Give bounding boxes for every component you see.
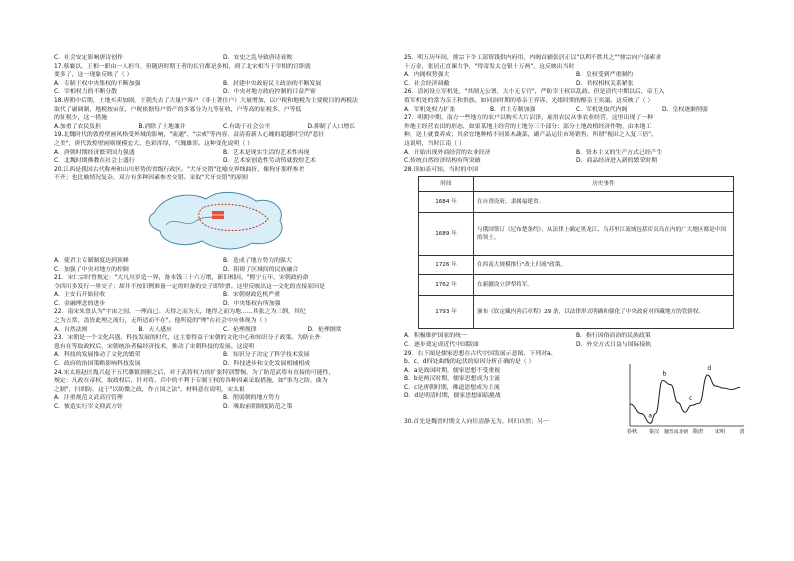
question-stem: 26．清初设立军机处，"其制无公署，大小无专官"，严防宰王权臣乱政。但是清代中期以后，帝王入 <box>404 89 665 96</box>
question-18 <box>54 97 392 131</box>
question-stem: 19.北魏时代的敦煌壁画风格受外域的影响，"流通"、"宗戒"等内容，益清着新人心魄的超越时空的"悲壮 <box>54 132 325 139</box>
option-a[interactable]: A．使君主专制制度达到顶峰 <box>54 257 129 264</box>
question-stem: 25．明万历年间，排宗下令工部铸钱供内府用，内阁首辅张居正以"以利不胜其之""排宗向户部索求 <box>404 55 662 61</box>
question-stem: 之制"，扫胡防，这于"以防微之政，作立国之法"。材料意在说明，宋太祖 <box>54 386 245 393</box>
option-b[interactable]: B．指行因俗而治的民族政策 <box>576 333 651 340</box>
table-cell-year: 1726 年 <box>419 256 474 275</box>
option-c[interactable]: C．北魏时期佛教在社会上盛行 <box>54 158 135 165</box>
option-d[interactable]: D．科技进步和文化发展相辅相成 <box>223 361 311 368</box>
option-b[interactable]: B．造成了地方势力的强大 <box>223 257 292 264</box>
option-a[interactable]: A．积极维护国家的统一 <box>404 333 467 340</box>
option-d[interactable]: D．商品经济进入新的繁荣时期 <box>576 158 658 165</box>
option-b[interactable]: B．皇权受到严重制约 <box>576 72 634 79</box>
table-cell-event: 颁布《钦定藏内善后章程》29 条，以法律形式明确和强化了中央政府对西藏地方的管辖权。 <box>474 296 734 329</box>
option-c[interactable]: C．伦理规律 <box>223 326 257 333</box>
option-b[interactable]: B．b是两汉时期，儒家思想成为主流 <box>404 376 501 383</box>
option-c[interactable]: C．彼造实行宰文抑武方针 <box>54 404 123 410</box>
option-c[interactable]: C．军机处取代内阁 <box>576 106 628 113</box>
option-b[interactable]: B．封建中央政府民主政治的不断发展 <box>223 80 322 87</box>
question-24 <box>54 369 392 412</box>
option-c[interactable]: C．社会经济凋敝 <box>404 80 450 87</box>
x-tick-label: 秦汉 <box>648 428 660 435</box>
table-cell-year: 1689 年 <box>419 213 474 256</box>
question-stem: 23．宋朝是一个文化昌盛、科技发展的时代，这主要得益于宋朝的文化中心和知识分子政策。为防止外 <box>54 335 321 342</box>
question-stem: 28.读如表可知，当时的中国 <box>404 166 479 173</box>
question-27 <box>404 114 748 166</box>
option-c[interactable]: C．社会安定影响唐诗创作 <box>54 55 123 61</box>
x-tick-label: 隋唐 <box>692 428 704 435</box>
question-stem: 要多了，这一现象反映了（ ） <box>54 72 133 79</box>
option-a[interactable]: A．a是战国时期，儒家思想不受重视 <box>404 367 500 374</box>
question-29 <box>404 350 748 466</box>
table-row <box>419 192 734 213</box>
table-row <box>419 275 734 296</box>
point-label-c: c <box>689 394 693 402</box>
question-22 <box>54 308 392 334</box>
option-c[interactable]: C.传统自然经济结构有所突破 <box>404 158 481 165</box>
table-cell-year: 1684 年 <box>419 192 474 213</box>
option-d[interactable]: D．中央对地方政府控制的日益严密 <box>223 89 316 96</box>
option-c[interactable]: C.有助于社会公平 <box>223 123 271 130</box>
option-a[interactable]: A．开始出现外商经营的农业经济 <box>404 149 491 156</box>
question-stem: 不齐；也比喻情况复杂，双方有多种因素参差交错。采取"犬牙交错"的原则 <box>54 175 248 182</box>
option-c[interactable]: C．政府的治国策略影响科技发展 <box>54 361 141 368</box>
question-stem: 17.蔡襄以，王相一职由一人担当，但随唐时期王者的长官都是多相，到了北宋相当于宰相的官职就 <box>54 63 311 70</box>
point-label-d: d <box>707 364 712 372</box>
left-column <box>54 54 392 412</box>
option-d[interactable]: D．艺术家创造性劳动铸就敦煌艺术 <box>223 158 316 165</box>
table-cell-event: 在台湾设府，隶属福建省。 <box>474 192 734 213</box>
question-28 <box>404 166 748 350</box>
option-a[interactable]: A．内阁权势强大 <box>404 72 450 79</box>
point-label-a: a <box>648 412 653 420</box>
question-stem: 27．明朝中期，南方一些地方的农户以购买大片沼泽，雇用农民从事农业经营，这里出现了一种 <box>404 115 654 122</box>
option-a[interactable]: A．自然法则 <box>54 326 88 333</box>
question-17 <box>54 63 392 97</box>
question-19 <box>54 131 392 165</box>
option-d[interactable]: D．伦理纲常 <box>307 326 342 333</box>
option-d[interactable]: D．君权相权关系紧张 <box>576 80 634 87</box>
option-b[interactable]: B．艺术是现实生活的艺术性再现 <box>223 149 310 156</box>
table-cell-event: 与俄国签订《尼布楚条约》，从法律上确定黑龙江、乌苏里江流域包括库页岛在内的广大地区都是中国的领土。 <box>474 213 734 256</box>
question-25 <box>404 54 748 88</box>
table-cell-event: 在西南大规模推行"改土归流"政策。 <box>474 256 734 275</box>
option-b[interactable]: B．削弱朝的地方势力 <box>223 395 281 402</box>
option-c[interactable]: C．逐步奠定成近代中国版图 <box>404 341 479 348</box>
option-b[interactable]: B．宋朝财政危机严重 <box>223 292 281 299</box>
option-a[interactable]: A．主安石开始征收 <box>54 292 106 299</box>
series-line <box>630 375 740 423</box>
option-d[interactable]: D．阻碍了区域间的民族融合 <box>223 266 299 273</box>
question-26 <box>404 88 748 114</box>
question-21 <box>54 274 392 308</box>
point-label-b: b <box>662 370 667 378</box>
question-stem: 患有在等取政权后，宋朝统治者偏经济技术，推动了宋朝科技的发展。这说明 <box>54 343 255 350</box>
option-d[interactable]: D．外交方式日益与国际接轨 <box>576 341 652 348</box>
option-c[interactable]: C．加强了中央对地方的控制 <box>54 266 129 273</box>
option-d[interactable]: D．安史之乱导致唐诗衰败 <box>223 55 293 61</box>
x-tick-label: 魏晋南北朝 <box>664 429 688 435</box>
option-a[interactable]: A．专制王权中央集权的不断加强 <box>54 80 141 87</box>
option-a[interactable]: A．科技的发展推动了文化的繁荣 <box>54 352 141 359</box>
question-stem: 之美"；唐代敦煌壁画则规模宏大、色彩浑厚，气魄雄浑。这种变化说明（ ） <box>54 140 253 147</box>
option-a[interactable]: A．军机处权力扩张 <box>404 106 456 113</box>
option-d[interactable]: D．吸取前朝制度防范之策 <box>223 404 293 410</box>
table-header: 历史事件 <box>474 177 734 192</box>
table-row <box>419 296 734 329</box>
question-stem: 22．南宋朱熹认为"宇宙之间，一理而已。天得之而为天，地得之而为地……其张之为三纲，其纪 <box>54 309 306 316</box>
question-stem: 十万金，张居正直谏力争，"得寄发太仓银十万两"，这反映出当时 <box>404 63 575 70</box>
question-stem: 种，送上就食养成；其余宜地种植不同果木蔬菜，副产品运往市场销售，所谓"视田之入复三倍"。 <box>404 132 657 139</box>
question-stem: 29．右下图是儒家思想在古代中国发展示意图，下列对a、 <box>404 350 557 357</box>
option-a[interactable]: A.加重了农民负担 <box>54 123 102 130</box>
question-stem: 值军机处的常为亲王和贵族。如同治时期的恭亲王弈诉、光绪时期的醇亲王奕譞。这反映了（ ） <box>404 97 654 104</box>
table-cell-event: 在新疆设立伊犁将军。 <box>474 275 734 296</box>
question-stem: 这说明，当时江南（ ） <box>404 140 465 147</box>
table-cell-year: 1762 年 <box>419 275 474 296</box>
question-stem: 18.唐朝中后期，土地买卖加剧，王朝失去了大量户客户（非土著住户）大量增加，以户税和地税为主要税目的两税法 <box>54 97 358 104</box>
question-stem: 之为五常，盖皆此理之流行，无所适而不在"。他所说的"理"在社会中应体现为（ ） <box>54 318 271 325</box>
question-20 <box>54 166 392 274</box>
question-30-stem: 30.首先是魏晋时期文人向往清静无为、回归自然；另一 <box>404 419 549 426</box>
x-tick-label: 清 <box>739 428 745 435</box>
question-23 <box>54 334 392 368</box>
table-header: 时间 <box>419 177 474 192</box>
confucianism-development-chart <box>622 360 748 446</box>
option-c[interactable]: C．金融理念的进步 <box>54 300 106 307</box>
jiangxi-map-figure <box>144 185 294 255</box>
question-stem: 20.江西是我国古代称州和山川形势的省级行政区。"犬牙交错"比喻交界线曲折，像狗牙那样参差 <box>54 166 305 173</box>
option-b[interactable]: B．资本主义的生产方式已经产生 <box>576 149 663 156</box>
map-illustration <box>144 185 294 255</box>
option-b[interactable]: B．天人感应 <box>138 326 172 333</box>
question-stem: 令四川多发行一界交子；却并不按旧例准备一定的时备的交子即钞票。这里反映出这一文化的直接原因是 <box>54 283 325 290</box>
question-stem: 24.宋太祖赵匡胤兴起于五代藩镇割据之后，对于武将权力的扩张特别警惕，为了防范武将有直接的可能性， <box>54 369 335 376</box>
x-tick-label: 春秋 <box>626 428 638 435</box>
question-stem: 的征税少，这一措施 <box>54 115 108 122</box>
q16-options <box>54 54 392 63</box>
option-d[interactable]: D．皇权逐渐削弱 <box>662 106 708 113</box>
option-b[interactable]: B．知识分子决定了科学技术发展 <box>223 352 310 359</box>
option-a[interactable]: A．注重规范文武高官管理 <box>54 395 123 402</box>
right-column <box>404 54 748 466</box>
question-stem: 规定：凡政在帝权，取政权后，针对将、兵中的不利于专制王权的各种因素采取措施，如"事为之防，曲为 <box>54 378 328 385</box>
question-stem: b、c、d四处曲线的起伏的原因分析正确的是（ ） <box>404 359 535 366</box>
question-stem: 取代了庸调制，地税按亩征，户税依据每户资产的多寡分为九等征收，户等高的征税多，户等低 <box>54 106 302 113</box>
option-c[interactable]: C．宰相权力的不断分散 <box>54 89 118 96</box>
option-a[interactable]: A．唐朝时期经济繁荣国力强盛 <box>54 149 135 156</box>
table-row <box>419 256 734 275</box>
x-tick-label: 宋明 <box>714 428 726 435</box>
option-d[interactable]: D.抑制了人口增长 <box>307 123 356 130</box>
option-d[interactable]: D．中央集权有所加强 <box>223 300 281 307</box>
question-stem: 外地主经营农田的形态，如果某地主经营的土地分三个部分：部分土地改植经济作物，由本地工 <box>404 123 652 130</box>
history-events-table <box>418 176 734 329</box>
table-row <box>419 213 734 256</box>
option-c[interactable]: C．c是唐朝时期，佛道思想成为主流 <box>404 384 500 391</box>
option-b[interactable]: B.消除了土地兼并 <box>138 123 186 130</box>
option-d[interactable]: D．d是明清时期，儒家思想面临挑战 <box>404 393 501 400</box>
question-stem: 21．宋仁宗时曾规定："大凡川岁造一界，备本钱三十六万缗，新旧相因。"熙宁五年，宋朝政府命 <box>54 275 309 282</box>
option-b[interactable]: B．君主专制加强 <box>490 106 536 113</box>
table-cell-year: 1793 年 <box>419 296 474 329</box>
